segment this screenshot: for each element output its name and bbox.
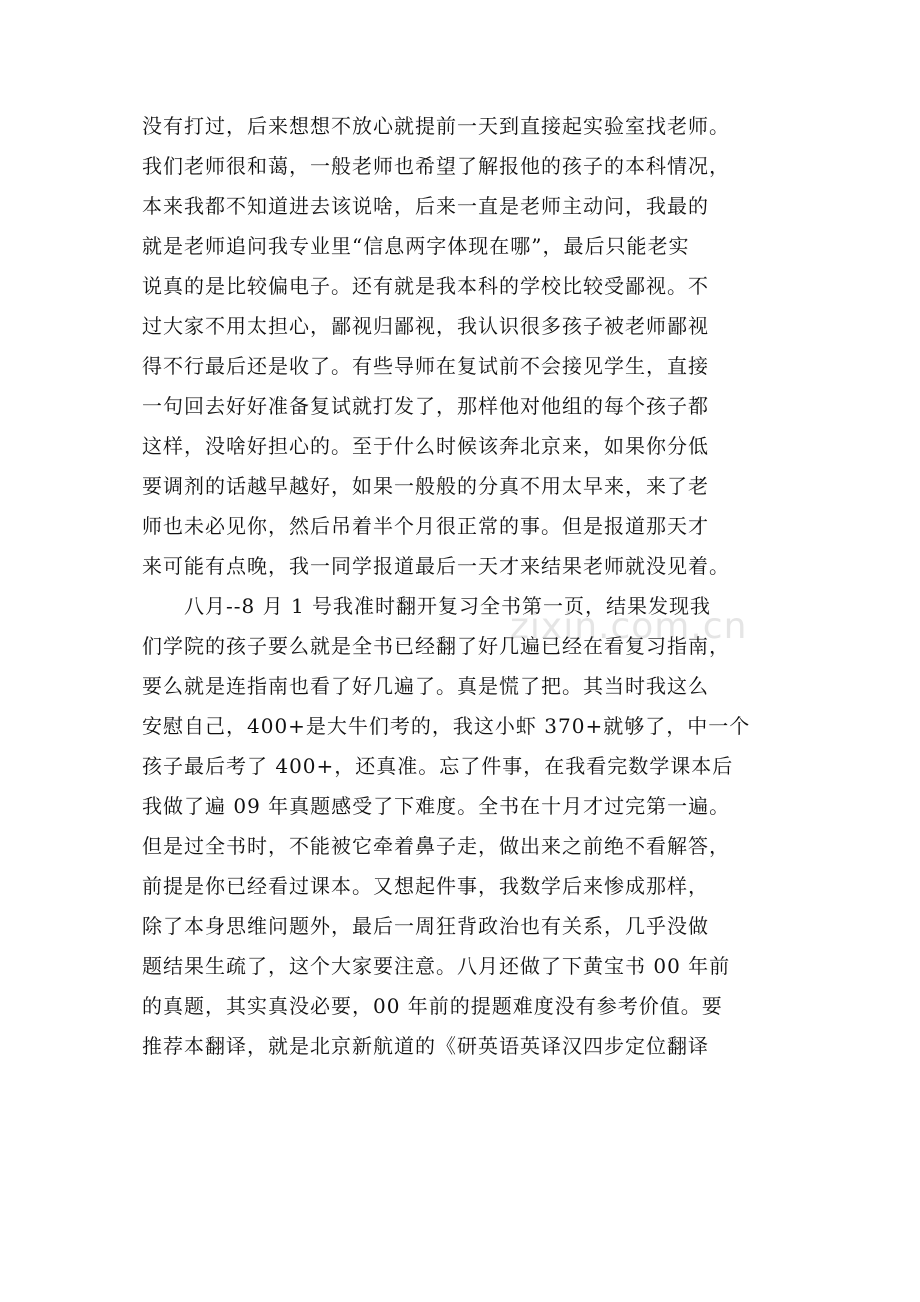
text-line: 我们老师很和蔼，一般老师也希望了解报他的孩子的本科情况， <box>142 154 730 178</box>
text-line: 一句回去好好准备复试就打发了，那样他对他组的每个孩子都 <box>142 394 709 418</box>
text-line: 要么就是连指南也看了好几遍了。真是慌了把。其当时我这么 <box>142 674 709 698</box>
text-line: 八月--8 月 1 号我准时翻开复习全书第一页，结果发现我 <box>142 594 712 618</box>
text-line: 要调剂的话越早越好，如果一般般的分真不用太早来，来了老 <box>142 474 709 498</box>
text-line: 师也未必见你，然后吊着半个月很正常的事。但是报道那天才 <box>142 514 709 538</box>
text-line: 题结果生疏了，这个大家要注意。八月还做了下黄宝书 00 年前 <box>142 954 731 978</box>
text-line: 我做了遍 09 年真题感受了下难度。全书在十月才过完第一遍。 <box>142 794 731 818</box>
text-line: 前提是你已经看过课本。又想起件事，我数学后来惨成那样， <box>142 874 709 898</box>
text-line: 这样，没啥好担心的。至于什么时候该奔北京来，如果你分低 <box>142 434 709 458</box>
text-line: 但是过全书时，不能被它牵着鼻子走，做出来之前绝不看解答， <box>142 834 730 858</box>
text-line: 的真题，其实真没必要，00 年前的提题难度没有参考价值。要 <box>142 994 723 1018</box>
document-body <box>142 106 802 1066</box>
text-line: 推荐本翻译，就是北京新航道的《研英语英译汉四步定位翻译 <box>142 1034 709 1058</box>
text-line: 来可能有点晚，我一同学报道最后一天才来结果老师就没见着。 <box>142 554 730 578</box>
watermark-text: zixin.com.cn <box>510 606 748 647</box>
text-line: 得不行最后还是收了。有些导师在复试前不会接见学生，直接 <box>142 354 709 378</box>
text-line: 没有打过，后来想想不放心就提前一天到直接起实验室找老师。 <box>142 114 730 138</box>
text-line: 孩子最后考了 400+，还真准。忘了件事，在我看完数学课本后 <box>142 754 734 778</box>
text-line: 就是老师追问我专业里“信息两字体现在哪”，最后只能老实 <box>142 234 690 258</box>
text-line: 说真的是比较偏电子。还有就是我本科的学校比较受鄙视。不 <box>142 274 709 298</box>
text-line: 们学院的孩子要么就是全书已经翻了好几遍已经在看复习指南， <box>142 634 730 658</box>
text-line: 除了本身思维问题外，最后一周狂背政治也有关系，几乎没做 <box>142 914 709 938</box>
text-line: 过大家不用太担心，鄙视归鄙视，我认识很多孩子被老师鄙视 <box>142 314 709 338</box>
text-line: 本来我都不知道进去该说啥，后来一直是老师主动问，我最的 <box>142 194 709 218</box>
text-line: 安慰自己，400+是大牛们考的，我这小虾 370+就够了，中一个 <box>142 714 751 738</box>
